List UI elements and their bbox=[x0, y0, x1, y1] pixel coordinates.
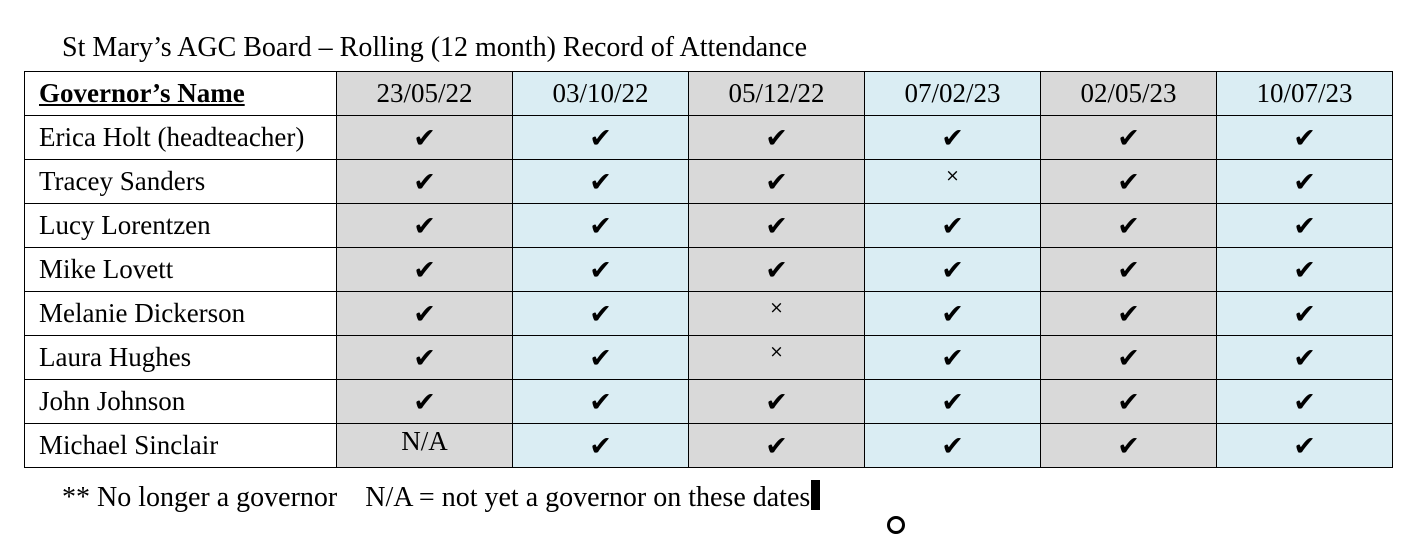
attendance-cell bbox=[1041, 424, 1217, 468]
attended-mark: ✔ bbox=[941, 211, 964, 242]
header-row bbox=[25, 72, 1393, 116]
governor-name-header: Governor’s Name bbox=[25, 72, 337, 116]
attendance-cell bbox=[865, 248, 1041, 292]
attendance-cell bbox=[513, 248, 689, 292]
attendance-cell bbox=[513, 116, 689, 160]
attendance-cell bbox=[337, 380, 513, 424]
table-row bbox=[25, 424, 1393, 468]
attendance-cell bbox=[1217, 116, 1393, 160]
attendance-cell bbox=[1041, 204, 1217, 248]
attendance-cell bbox=[513, 292, 689, 336]
attendance-cell bbox=[1217, 248, 1393, 292]
attendance-cell bbox=[689, 336, 865, 380]
governor-name: Melanie Dickerson bbox=[25, 292, 337, 336]
attendance-cell bbox=[865, 116, 1041, 160]
attendance-cell bbox=[1041, 160, 1217, 204]
attended-mark: ✔ bbox=[1117, 343, 1140, 374]
attended-mark: ✔ bbox=[589, 167, 612, 198]
table-row bbox=[25, 248, 1393, 292]
governor-name: Michael Sinclair bbox=[25, 424, 337, 468]
attended-mark: ✔ bbox=[589, 123, 612, 154]
attended-mark: ✔ bbox=[941, 255, 964, 286]
governor-name: Lucy Lorentzen bbox=[25, 204, 337, 248]
attended-mark: ✔ bbox=[589, 387, 612, 418]
attended-mark: ✔ bbox=[589, 211, 612, 242]
attended-mark: ✔ bbox=[1117, 211, 1140, 242]
attendance-cell bbox=[865, 336, 1041, 380]
text-cursor bbox=[811, 480, 820, 510]
table-row bbox=[25, 116, 1393, 160]
attendance-cell bbox=[689, 424, 865, 468]
attended-mark: ✔ bbox=[941, 123, 964, 154]
attendance-cell bbox=[1217, 204, 1393, 248]
attendance-table bbox=[24, 71, 1393, 468]
attendance-cell bbox=[1041, 248, 1217, 292]
attended-mark: ✔ bbox=[413, 299, 436, 330]
attended-mark: ✔ bbox=[413, 211, 436, 242]
attended-mark: ✔ bbox=[1117, 431, 1140, 462]
not-applicable-mark: N/A bbox=[401, 426, 448, 456]
attendance-cell bbox=[689, 380, 865, 424]
attended-mark: ✔ bbox=[589, 255, 612, 286]
governor-name: John Johnson bbox=[25, 380, 337, 424]
attended-mark: ✔ bbox=[1117, 387, 1140, 418]
attended-mark: ✔ bbox=[765, 255, 788, 286]
attended-mark: ✔ bbox=[941, 431, 964, 462]
attendance-cell bbox=[1041, 292, 1217, 336]
date-header: 03/10/22 bbox=[513, 72, 689, 116]
document-title: St Mary’s AGC Board – Rolling (12 month) Record of Attendance bbox=[62, 32, 808, 63]
attendance-cell bbox=[1217, 160, 1393, 204]
attended-mark: ✔ bbox=[1293, 343, 1316, 374]
attended-mark: ✔ bbox=[765, 167, 788, 198]
date-header: 10/07/23 bbox=[1217, 72, 1393, 116]
attended-mark: ✔ bbox=[765, 431, 788, 462]
attendance-cell bbox=[513, 380, 689, 424]
attendance-cell bbox=[689, 292, 865, 336]
attendance-cell bbox=[513, 336, 689, 380]
attendance-cell bbox=[865, 424, 1041, 468]
attendance-cell bbox=[1217, 292, 1393, 336]
attended-mark: ✔ bbox=[941, 299, 964, 330]
attended-mark: ✔ bbox=[413, 387, 436, 418]
attended-mark: ✔ bbox=[413, 167, 436, 198]
attended-mark: ✔ bbox=[589, 343, 612, 374]
attendance-cell bbox=[337, 424, 513, 468]
governor-name: Tracey Sanders bbox=[25, 160, 337, 204]
attended-mark: ✔ bbox=[765, 123, 788, 154]
footnote-text: ** No longer a governor N/A = not yet a governor on these dates bbox=[62, 482, 811, 513]
absent-mark: × bbox=[769, 298, 784, 318]
absent-mark: × bbox=[945, 166, 960, 186]
attendance-cell bbox=[1217, 424, 1393, 468]
governor-name: Mike Lovett bbox=[25, 248, 337, 292]
attendance-cell bbox=[1041, 116, 1217, 160]
attended-mark: ✔ bbox=[1117, 167, 1140, 198]
date-header: 07/02/23 bbox=[865, 72, 1041, 116]
attendance-cell bbox=[513, 424, 689, 468]
attendance-cell bbox=[513, 160, 689, 204]
attendance-cell bbox=[689, 204, 865, 248]
attended-mark: ✔ bbox=[1293, 167, 1316, 198]
table-row bbox=[25, 204, 1393, 248]
attended-mark: ✔ bbox=[941, 387, 964, 418]
table-row bbox=[25, 336, 1393, 380]
attendance-cell bbox=[337, 336, 513, 380]
date-header: 23/05/22 bbox=[337, 72, 513, 116]
attended-mark: ✔ bbox=[1293, 211, 1316, 242]
attended-mark: ✔ bbox=[413, 255, 436, 286]
attended-mark: ✔ bbox=[589, 431, 612, 462]
attended-mark: ✔ bbox=[941, 343, 964, 374]
attendance-cell bbox=[337, 248, 513, 292]
attendance-cell bbox=[337, 292, 513, 336]
attendance-cell bbox=[865, 380, 1041, 424]
absent-mark: × bbox=[769, 342, 784, 362]
table-row bbox=[25, 292, 1393, 336]
attended-mark: ✔ bbox=[1293, 299, 1316, 330]
attendance-cell bbox=[865, 292, 1041, 336]
attendance-cell bbox=[689, 116, 865, 160]
attended-mark: ✔ bbox=[1293, 431, 1316, 462]
attendance-cell bbox=[337, 160, 513, 204]
table-row bbox=[25, 160, 1393, 204]
governor-name: Laura Hughes bbox=[25, 336, 337, 380]
footnote-line[interactable] bbox=[62, 480, 820, 516]
attendance-cell bbox=[689, 160, 865, 204]
date-header: 05/12/22 bbox=[689, 72, 865, 116]
attendance-cell bbox=[1041, 380, 1217, 424]
attended-mark: ✔ bbox=[1293, 387, 1316, 418]
attended-mark: ✔ bbox=[1117, 299, 1140, 330]
attended-mark: ✔ bbox=[1293, 255, 1316, 286]
attendance-cell bbox=[1217, 380, 1393, 424]
attended-mark: ✔ bbox=[1293, 123, 1316, 154]
attended-mark: ✔ bbox=[589, 299, 612, 330]
attended-mark: ✔ bbox=[1117, 123, 1140, 154]
selection-handle[interactable] bbox=[887, 516, 905, 534]
attendance-cell bbox=[1217, 336, 1393, 380]
governor-name: Erica Holt (headteacher) bbox=[25, 116, 337, 160]
attendance-cell bbox=[865, 204, 1041, 248]
attended-mark: ✔ bbox=[765, 387, 788, 418]
attendance-cell bbox=[337, 204, 513, 248]
attended-mark: ✔ bbox=[1117, 255, 1140, 286]
attended-mark: ✔ bbox=[413, 343, 436, 374]
date-header: 02/05/23 bbox=[1041, 72, 1217, 116]
attended-mark: ✔ bbox=[413, 123, 436, 154]
attendance-cell bbox=[337, 116, 513, 160]
attendance-cell bbox=[1041, 336, 1217, 380]
attendance-cell bbox=[689, 248, 865, 292]
attendance-cell bbox=[865, 160, 1041, 204]
table-row bbox=[25, 380, 1393, 424]
attendance-cell bbox=[513, 204, 689, 248]
attended-mark: ✔ bbox=[765, 211, 788, 242]
